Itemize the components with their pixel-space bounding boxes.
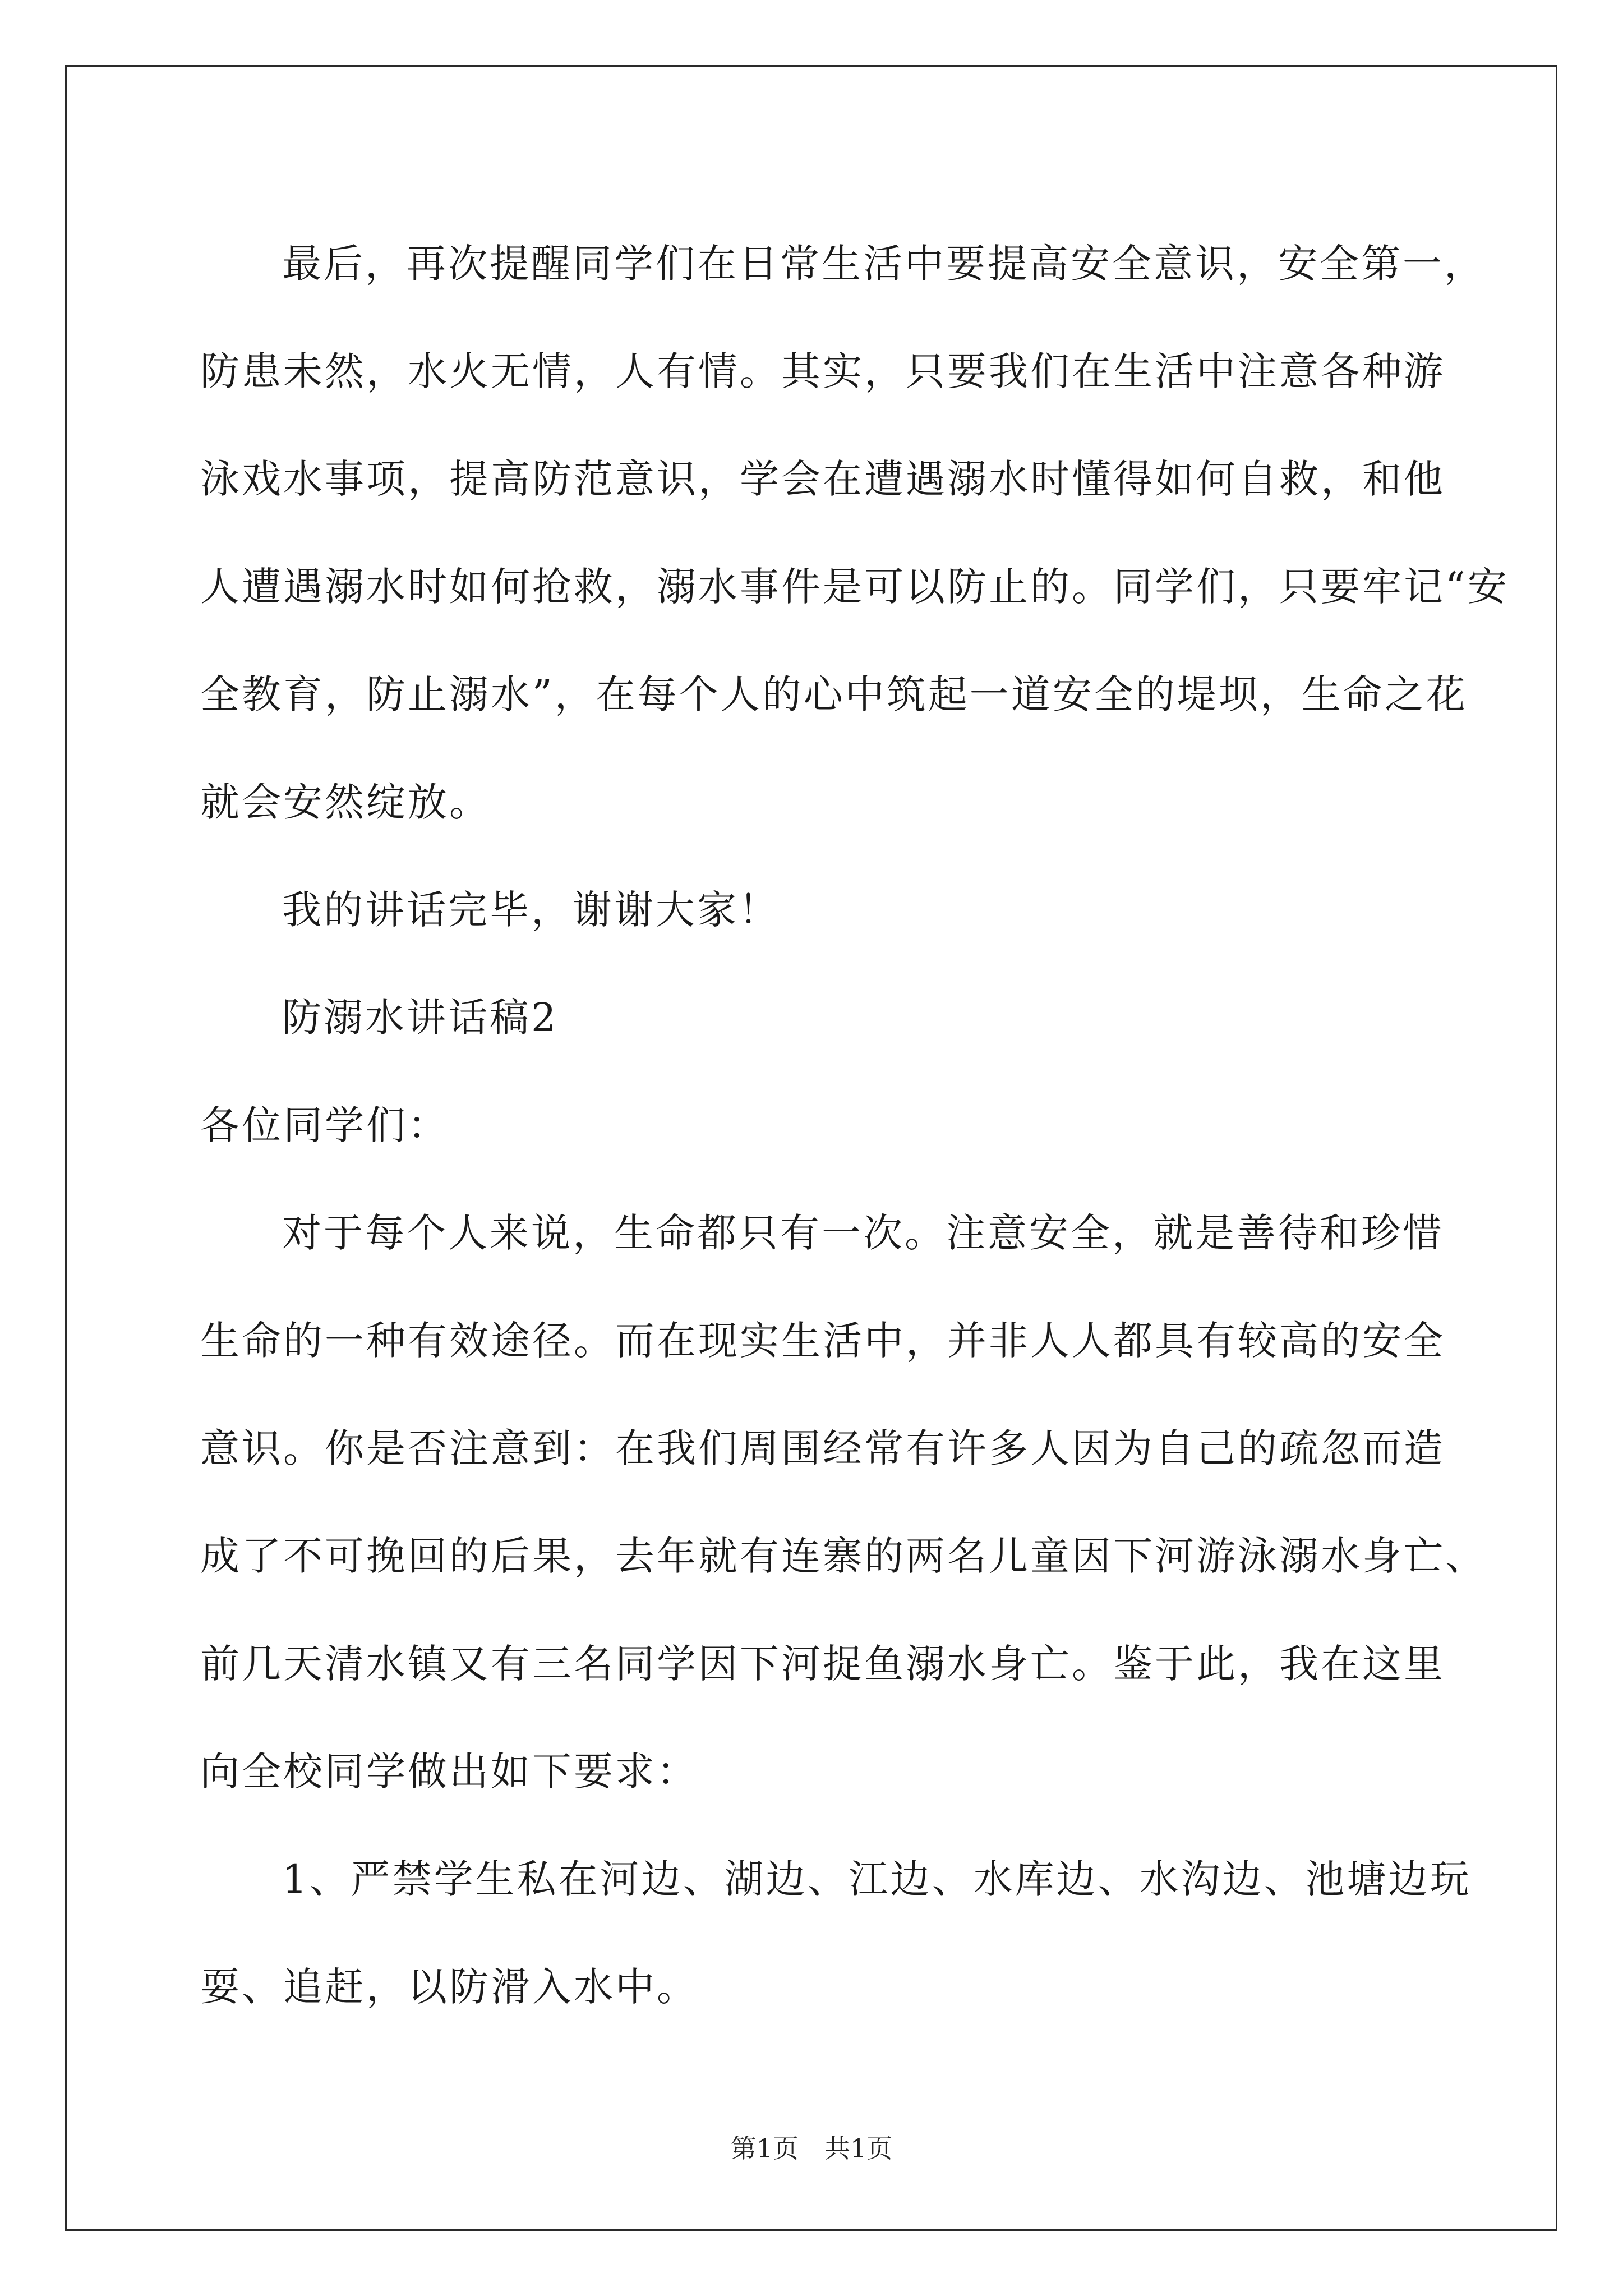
paragraph-line: 泳戏水事项，提高防范意识，学会在遭遇溺水时懂得如何自救，和他 [200, 456, 1445, 502]
paragraph-line: 最后，再次提醒同学们在日常生活中要提高安全意识，安全第一， [282, 241, 1486, 287]
paragraph-line: 意识。你是否注意到：在我们周围经常有许多人因为自己的疏忽而造 [200, 1425, 1445, 1471]
paragraph-line: 全教育，防止溺水”，在每个人的心中筑起一道安全的堤坝，生命之花 [200, 671, 1468, 717]
list-item-line: 1、严禁学生私在河边、湖边、江边、水库边、水沟边、池塘边玩 [282, 1856, 1472, 1902]
page-footer: 第1页 共1页 [730, 2133, 893, 2164]
section-title: 防溺水讲话稿2 [282, 995, 559, 1041]
paragraph-line: 向全校同学做出如下要求： [200, 1749, 698, 1795]
paragraph-line: 成了不可挽回的后果，去年就有连寨的两名儿童因下河游泳溺水身亡、 [200, 1533, 1487, 1579]
paragraph-line: 防患未然，水火无情，人有情。其实，只要我们在生活中注意各种游 [200, 348, 1445, 394]
paragraph-line: 生命的一种有效途径。而在现实生活中，并非人人都具有较高的安全 [200, 1318, 1445, 1364]
salutation: 各位同学们： [200, 1102, 449, 1148]
closing-line: 我的讲话完毕，谢谢大家！ [282, 887, 780, 933]
paragraph-line: 就会安然绽放。 [200, 779, 491, 825]
document-body [200, 210, 1509, 2041]
list-item-line: 耍、追赶，以防滑入水中。 [200, 1964, 698, 2010]
paragraph-line: 前几天清水镇又有三名同学因下河捉鱼溺水身亡。鉴于此，我在这里 [200, 1641, 1445, 1687]
paragraph-line: 人遭遇溺水时如何抢救，溺水事件是可以防止的。同学们，只要牢记“安 [200, 564, 1509, 610]
paragraph-line: 对于每个人来说，生命都只有一次。注意安全，就是善待和珍惜 [282, 1210, 1444, 1256]
